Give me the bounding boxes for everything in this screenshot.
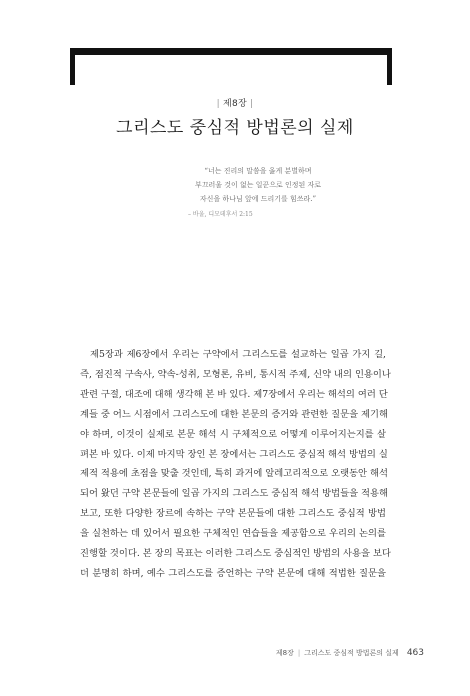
chapter-header-frame (70, 48, 392, 85)
footer-chapter-title: 그리스도 중심적 방법론의 실제 (304, 649, 399, 657)
chapter-number (0, 96, 470, 109)
footer-chapter-label: 제8장 (275, 649, 294, 657)
epigraph-line: 자신을 하나님 앞에 드리기를 힘쓰라.” (199, 195, 317, 203)
body-line: 즉, 점진적 구속사, 약속-성취, 모형론, 유비, 통시적 주제, 신약 내의 인용이나 (80, 368, 391, 380)
running-footer (276, 648, 424, 658)
body-line: 제5장과 제6장에서 우리는 구약에서 그리스도를 설교하는 일곱 가지 길, (90, 349, 386, 360)
body-line: 되어 왔던 구약 본문들에 일곱 가지의 그리스도 중심적 해석 방법들을 적용해 (80, 488, 388, 500)
epigraph (168, 164, 348, 222)
page-number: 463 (406, 648, 424, 658)
epigraph-line: 부끄러울 것이 없는 일꾼으로 인정된 자로 (194, 181, 322, 189)
body-line: 제적 적용에 초점을 맞출 것인데, 특히 과거에 알레고리적으로 오랫동안 해석 (80, 468, 388, 480)
divider: | (297, 649, 301, 657)
body-line: 야 하며, 이것이 실제로 본문 해석 시 구체적으로 어떻게 이루어지는지를 살 (80, 428, 386, 440)
body-line: 계들 중 어느 시점에서 그리스도에 대한 본문의 증거와 관련한 질문을 제기해 (80, 408, 388, 420)
chapter-number-label: 제8장 (222, 99, 247, 109)
epigraph-line: “너는 진리의 말씀을 옳게 분별하며 (204, 167, 312, 175)
body-line: 관련 구절, 대조에 대해 생각해 본 바 있다. 제7장에서 우리는 해석의 여러 단 (80, 388, 388, 400)
body-line: 더 분명히 하며, 예수 그리스도를 증언하는 구약 본문에 대해 적법한 질문을 (80, 567, 386, 579)
body-line: 진행할 것이다. 본 장의 목표는 이러한 그리스도 중심적인 방법의 사용을 보다 (80, 548, 391, 560)
body-line: 을 실천하는 데 있어서 필요한 구체적인 연습들을 제공함으로 우리의 논의를 (80, 528, 386, 540)
body-line: 펴본 바 있다. 이제 마지막 장인 본 장에서는 그리스도 중심적 해석 방법의 실 (80, 448, 388, 460)
body-line: 보고, 또한 다양한 장르에 속하는 구약 본문들에 대한 그리스도 중심적 방법 (80, 508, 386, 520)
chapter-title: 그리스도 중심적 방법론의 실제 (116, 118, 354, 138)
epigraph-source: – 바울, 디모데후서 2:15 (188, 211, 253, 218)
body-text (80, 345, 391, 584)
divider: | (216, 99, 220, 109)
divider: | (250, 99, 254, 109)
